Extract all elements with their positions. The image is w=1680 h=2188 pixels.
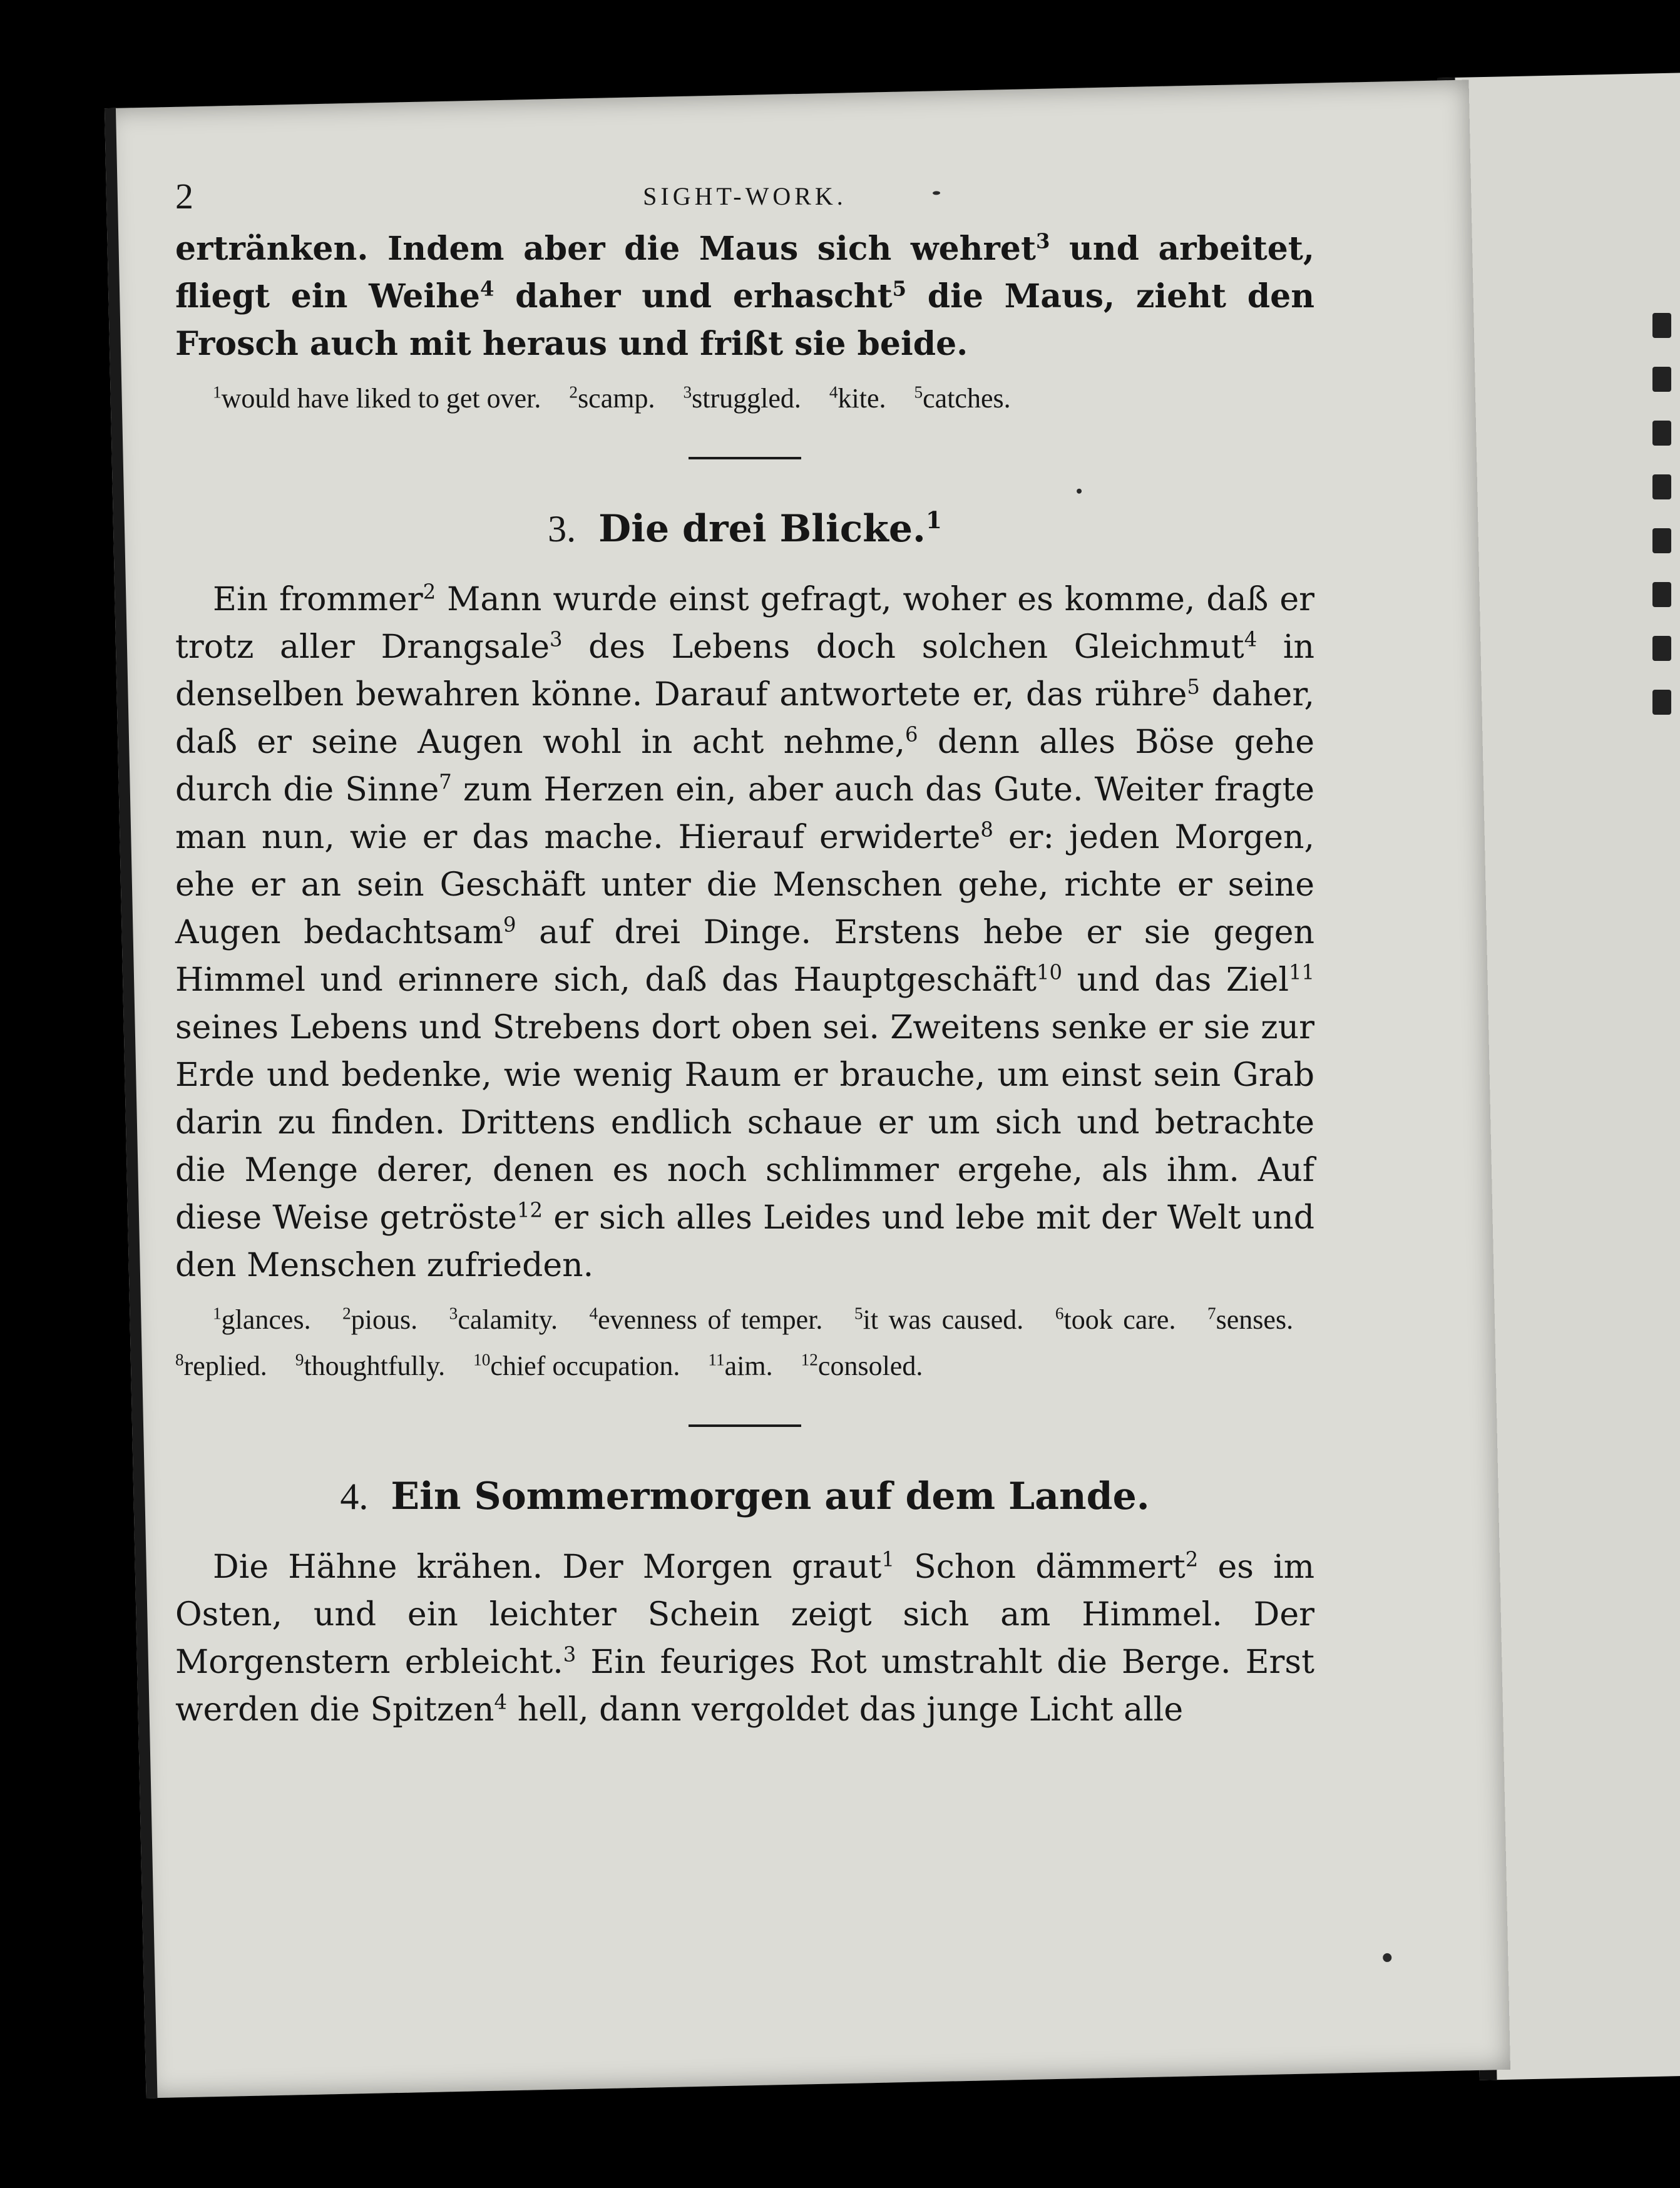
section-number: 3. bbox=[548, 508, 576, 550]
text-fragment bbox=[1652, 690, 1671, 715]
text-run: ertränken. Indem aber die Maus sich wehret bbox=[175, 230, 1036, 268]
text-fragment bbox=[1652, 313, 1671, 338]
footnote-number: 1 bbox=[213, 382, 222, 402]
footnote-mark: 4 bbox=[479, 277, 494, 301]
text-fragment bbox=[1652, 528, 1671, 553]
text-run: denn alles Böse gehe durch die Sinne bbox=[175, 723, 1314, 809]
footnote-text: thoughtfully. bbox=[304, 1351, 446, 1381]
footnote-text: took care. bbox=[1063, 1304, 1176, 1335]
dust-speck bbox=[1383, 1953, 1391, 1962]
footnote-mark: 7 bbox=[439, 770, 452, 794]
section-3-footnotes bbox=[175, 1297, 1314, 1389]
footnote-number: 9 bbox=[295, 1350, 304, 1369]
footnote-text: scamp. bbox=[578, 383, 655, 414]
footnote-number: 8 bbox=[175, 1350, 184, 1369]
footnote-mark: 9 bbox=[503, 913, 516, 937]
footnote-mark: 12 bbox=[517, 1198, 543, 1222]
footnote bbox=[801, 1351, 923, 1381]
footnote-text: glances. bbox=[221, 1304, 311, 1335]
footnote-mark: 3 bbox=[1035, 229, 1050, 253]
footnote-number: 5 bbox=[854, 1304, 863, 1323]
text-run: daher und erhascht bbox=[494, 277, 893, 315]
text-run: zum Herzen ein, aber auch das Gute. Weiter fragte man nun, wie er das mache. Hierauf erwiderte bbox=[175, 771, 1315, 856]
footnote-text: chief occupation. bbox=[490, 1351, 680, 1381]
section-3-heading bbox=[175, 501, 1314, 557]
footnote-mark: 8 bbox=[980, 817, 993, 842]
section-divider bbox=[689, 457, 801, 459]
footnote-text: aim. bbox=[724, 1351, 773, 1381]
footnote bbox=[708, 1351, 772, 1381]
footnote-text: it was caused. bbox=[863, 1304, 1024, 1335]
footnote-number: 3 bbox=[683, 382, 692, 402]
text-run: die Maus, zieht den Frosch auch mit heraus und frißt sie beide. bbox=[175, 277, 1314, 363]
footnote-number: 2 bbox=[569, 382, 578, 402]
text-run: Schon dämmert bbox=[894, 1548, 1186, 1586]
section-3-paragraph bbox=[175, 576, 1314, 1289]
text-fragment bbox=[1652, 636, 1671, 661]
footnote-number: 12 bbox=[801, 1350, 818, 1369]
footnote-mark: 11 bbox=[1288, 960, 1314, 984]
text-fragment bbox=[1652, 367, 1671, 392]
footnote bbox=[1207, 1304, 1293, 1335]
footnote bbox=[1055, 1304, 1176, 1335]
footnote-text: senses. bbox=[1216, 1304, 1294, 1335]
section-4-paragraph bbox=[175, 1543, 1314, 1734]
footnote-text: pious. bbox=[351, 1304, 418, 1335]
page-left-edge bbox=[105, 108, 158, 2099]
footnote-mark: 4 bbox=[494, 1690, 508, 1714]
footnote-mark: 1 bbox=[925, 506, 942, 534]
text-run: er: jeden Morgen, ehe er an sein Geschäft unter die Menschen gehe, richte er seine Augen bedachtsam bbox=[175, 819, 1314, 951]
footnote bbox=[854, 1304, 1023, 1335]
footnote-text: evenness of temper. bbox=[598, 1304, 823, 1335]
text-run: Ein feuriges Rot umstrahlt die Berge. Erst werden die Spitzen bbox=[175, 1644, 1314, 1729]
footnote-text: replied. bbox=[183, 1351, 267, 1381]
text-run: und das Ziel bbox=[1062, 961, 1289, 999]
footnote-mark: 3 bbox=[550, 627, 563, 652]
section-number: 4. bbox=[340, 1476, 369, 1517]
text-fragment bbox=[1652, 474, 1671, 499]
footnote-text: would have liked to get over. bbox=[221, 383, 541, 414]
page-number: 2 bbox=[175, 176, 193, 217]
footnote-number: 2 bbox=[342, 1304, 351, 1323]
footnote-mark: 2 bbox=[1185, 1547, 1199, 1572]
footnote-number: 4 bbox=[589, 1304, 598, 1323]
footnote-text: catches. bbox=[923, 383, 1011, 414]
footnote-mark: 6 bbox=[905, 722, 918, 747]
section-title: Die drei Blicke. bbox=[598, 507, 926, 551]
text-run: und arbeitet, fliegt ein Weihe bbox=[175, 230, 1314, 315]
footnote bbox=[213, 383, 541, 414]
text-run: daher, daß er seine Augen wohl in acht nehme, bbox=[175, 676, 1314, 761]
page-content bbox=[175, 169, 1314, 1734]
footnote bbox=[213, 1304, 311, 1335]
text-run: auf drei Dinge. Erstens hebe er sie gegen Himmel und erinnere sich, daß das Hauptgeschäft bbox=[175, 914, 1314, 999]
section-2-footnotes bbox=[175, 376, 1314, 422]
footnote-mark: 2 bbox=[423, 580, 436, 604]
section-2-ending-paragraph bbox=[175, 225, 1314, 368]
footnote-number: 5 bbox=[914, 382, 923, 402]
footnote bbox=[175, 1351, 267, 1381]
footnote bbox=[590, 1304, 823, 1335]
running-head bbox=[175, 169, 1314, 225]
footnote-text: struggled. bbox=[692, 383, 801, 414]
footnote bbox=[295, 1351, 445, 1381]
text-fragment bbox=[1652, 421, 1671, 446]
text-fragment bbox=[1652, 582, 1671, 607]
text-run: er sich alles Leides und lebe mit der Welt und den Menschen zufrieden. bbox=[175, 1199, 1314, 1284]
footnote-number: 4 bbox=[829, 382, 838, 402]
footnote bbox=[473, 1351, 680, 1381]
footnote bbox=[569, 383, 655, 414]
footnote-mark: 5 bbox=[892, 277, 907, 301]
footnote-text: consoled. bbox=[817, 1351, 923, 1381]
text-run: es im Osten, und ein leichter Schein zeigt sich am Himmel. Der Morgenstern erbleicht. bbox=[175, 1548, 1315, 1681]
footnote bbox=[914, 383, 1011, 414]
footnote-mark: 5 bbox=[1187, 675, 1200, 699]
footnote bbox=[829, 383, 886, 414]
footnote bbox=[342, 1304, 417, 1335]
text-run: in denselben bewahren könne. Darauf antwortete er, das rühre bbox=[175, 628, 1314, 713]
running-title: SIGHT-WORK. bbox=[643, 182, 847, 210]
text-run: seines Lebens und Strebens dort oben sei. Zweitens senke er sie zur Erde und bedenke, wie wenig Raum er brauche, um einst sein Grab darin zu finden. Drittens endlich schaue er um sich und betrachte die Menge derer, denen es noch schlimmer ergehe, als ihm. Auf diese Weise getröste bbox=[175, 1009, 1314, 1237]
footnote bbox=[683, 383, 801, 414]
footnote-mark: 10 bbox=[1036, 960, 1063, 984]
text-run: Mann wurde einst gefragt, woher es komme, daß er trotz aller Drangsale bbox=[175, 581, 1314, 666]
section-4-heading bbox=[175, 1468, 1314, 1525]
facing-page-text-fragments bbox=[1652, 313, 1680, 1064]
footnote-number: 1 bbox=[213, 1304, 222, 1323]
text-run: Ein frommer bbox=[213, 581, 423, 618]
footnote-text: calamity. bbox=[458, 1304, 558, 1335]
section-title: Ein Sommermorgen auf dem Lande. bbox=[391, 1475, 1150, 1518]
footnote-number: 6 bbox=[1055, 1304, 1064, 1323]
footnote-mark: 1 bbox=[881, 1547, 894, 1572]
section-divider bbox=[689, 1424, 801, 1427]
footnote-text: kite. bbox=[837, 383, 886, 414]
footnote-mark: 4 bbox=[1244, 627, 1257, 652]
footnote-number: 10 bbox=[473, 1350, 491, 1369]
text-run: des Lebens doch solchen Gleichmut bbox=[562, 628, 1244, 666]
footnote-number: 3 bbox=[449, 1304, 458, 1323]
footnote-number: 11 bbox=[708, 1350, 725, 1369]
text-run: hell, dann vergoldet das junge Licht alle bbox=[507, 1691, 1184, 1729]
text-run: Die Hähne krähen. Der Morgen graut bbox=[213, 1548, 882, 1586]
footnote-mark: 3 bbox=[563, 1642, 576, 1667]
footnote-number: 7 bbox=[1207, 1304, 1216, 1323]
footnote bbox=[449, 1304, 558, 1335]
